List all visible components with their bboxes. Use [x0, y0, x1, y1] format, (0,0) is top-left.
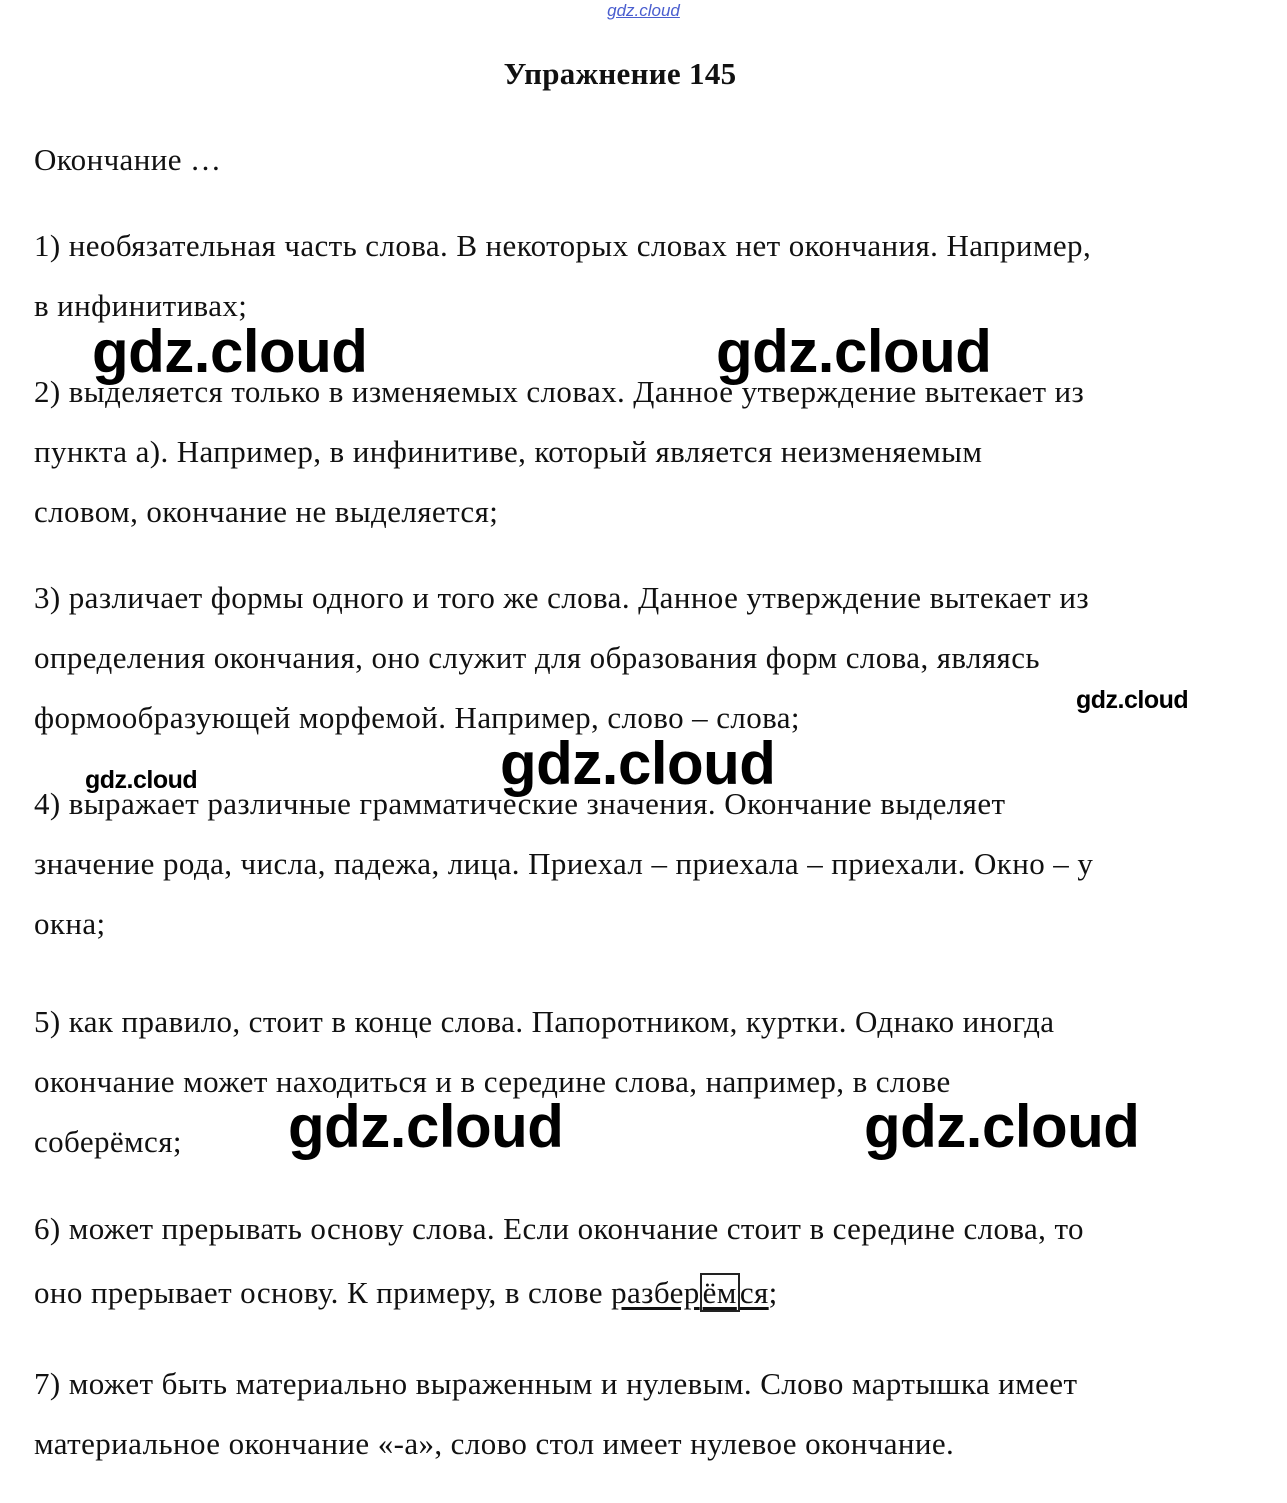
watermark-7: gdz.cloud — [864, 1093, 1140, 1160]
item-1-line-2: в инфинитивах; — [34, 288, 248, 323]
item-5-line-2: окончание может находиться и в середине слова, например, в слове — [34, 1064, 951, 1099]
page-title: Упражнение 145 — [503, 56, 737, 91]
word-ending-box: ём — [700, 1273, 740, 1312]
watermark-3: gdz.cloud — [1076, 686, 1189, 714]
item-6-line-1: 6) может прерывать основу слова. Если окончание стоит в середине слова, то — [34, 1211, 1084, 1246]
word-stem-part: разбер — [611, 1275, 700, 1310]
item-2-line-1: 2) выделяется только в изменяемых словах. Данное утверждение вытекает из — [34, 374, 1085, 409]
item-5-line-3: соберёмся; — [34, 1124, 182, 1159]
item-6-punct: ; — [768, 1275, 778, 1310]
morpheme-word — [611, 1273, 769, 1312]
item-3-line-1: 3) различает формы одного и того же слова. Данное утверждение вытекает из — [34, 580, 1090, 615]
item-7-line-1: 7) может быть материально выраженным и нулевым. Слово мартышка имеет — [34, 1366, 1078, 1401]
item-7-line-2: материальное окончание «-а», слово стол имеет нулевое окончание. — [34, 1426, 955, 1461]
item-2-line-2: пункта а). Например, в инфинитиве, который является неизменяемым — [34, 434, 983, 469]
item-3-line-3: формообразующей морфемой. Например, слово – слова; — [34, 700, 800, 735]
intro-text: Окончание … — [34, 142, 222, 177]
item-4-line-2: значение рода, числа, падежа, лица. Приехал – приехала – приехали. Окно – у — [34, 846, 1094, 881]
watermark-1: gdz.cloud — [92, 318, 368, 385]
item-6-line-2-prefix: оно прерывает основу. К примеру, в слове — [34, 1275, 612, 1310]
watermark-2: gdz.cloud — [716, 318, 992, 385]
header-link[interactable]: gdz.cloud — [607, 1, 680, 20]
item-2-line-3: словом, окончание не выделяется; — [34, 494, 499, 529]
item-4-line-3: окна; — [34, 906, 106, 941]
watermark-4: gdz.cloud — [500, 730, 776, 797]
item-1-line-1: 1) необязательная часть слова. В некоторых словах нет окончания. Например, — [34, 228, 1092, 263]
word-suffix-part: ся — [739, 1275, 769, 1310]
item-5-line-1: 5) как правило, стоит в конце слова. Папоротником, куртки. Однако иногда — [34, 1004, 1055, 1039]
watermark-5: gdz.cloud — [85, 766, 198, 794]
item-4-line-1: 4) выражает различные грамматические значения. Окончание выделяет — [34, 786, 1006, 821]
item-3-line-2: определения окончания, оно служит для образования форм слова, являясь — [34, 640, 1040, 675]
watermark-6: gdz.cloud — [288, 1093, 564, 1160]
item-6-line-2 — [34, 1273, 778, 1313]
